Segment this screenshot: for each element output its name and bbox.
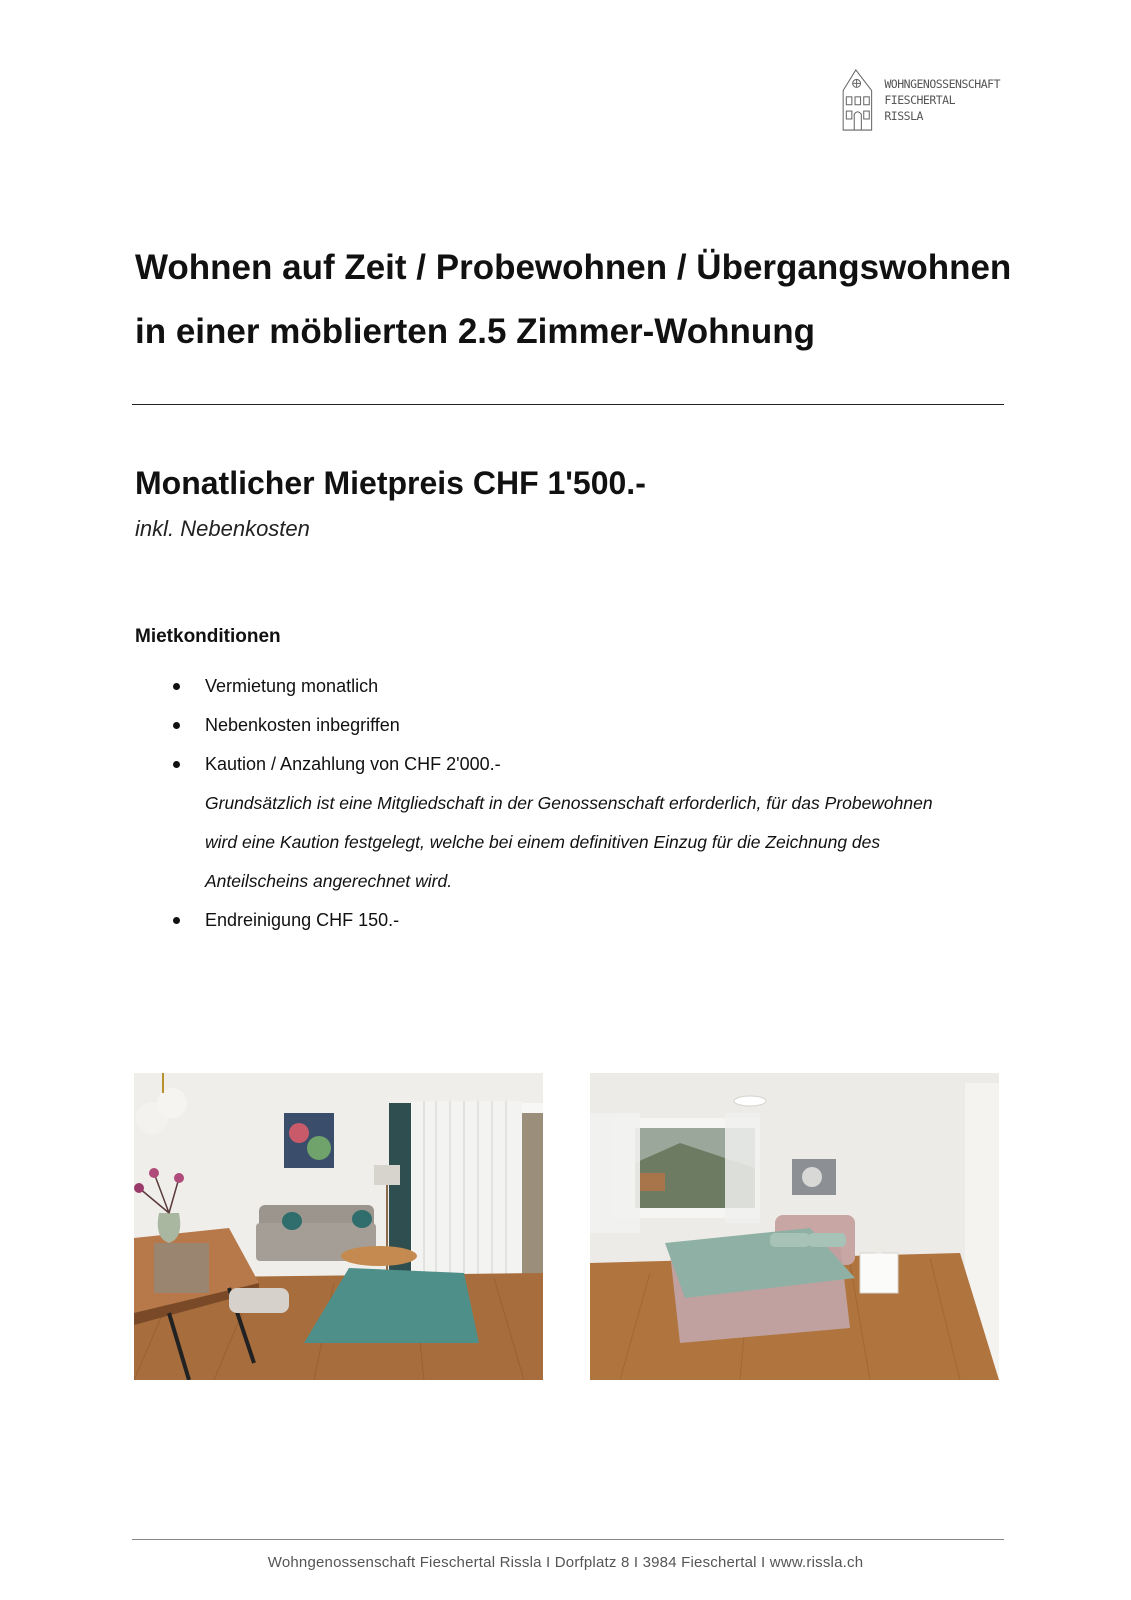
logo-wordmark [884,76,1000,124]
footer-divider [132,1539,1004,1540]
list-item [135,706,1015,745]
price-subtitle: inkl. Nebenkosten [135,516,310,541]
title-line-1: Wohnen auf Zeit / Probewohnen / Übergangswohnen [135,248,1012,287]
bullet-icon [173,683,180,690]
deposit-note-line: Anteilscheins angerechnet wird. [205,871,453,891]
footer-text: Wohngenossenschaft Fieschertal Rissla I Dorfplatz 8 I 3984 Fieschertal I www.rissla.ch [267,1554,864,1571]
price-heading: Monatlicher Mietpreis CHF 1'500.- [135,465,646,501]
conditions-list [135,667,1015,940]
condition-label: Kaution / Anzahlung von CHF 2'000.- [205,754,501,774]
condition-label: Endreinigung CHF 150.- [205,910,400,930]
logo-line: WOHNGENOSSENSCHAFT [884,77,1000,91]
bullet-icon [173,761,180,768]
logo-line: RISSLA [884,109,923,123]
living-room-photo [134,1073,543,1380]
brand-logo [840,58,1000,142]
conditions-heading: Mietkonditionen [135,626,281,647]
list-item [135,901,1015,940]
bullet-icon [173,917,180,924]
condition-label: Nebenkosten inbegriffen [205,715,400,735]
page-title [135,236,1015,364]
title-divider [132,404,1004,405]
house-icon [840,58,876,142]
bullet-icon [173,722,180,729]
list-item [135,745,1015,901]
logo-line: FIESCHERTAL [884,93,956,107]
bedroom-photo [590,1073,999,1380]
condition-label: Vermietung monatlich [205,676,379,696]
list-item [135,667,1015,706]
deposit-note-line: wird eine Kaution festgelegt, welche bei einem definitiven Einzug für die Zeichnung des [205,832,881,852]
title-line-2: in einer möblierten 2.5 Zimmer-Wohnung [135,312,815,351]
deposit-note-line: Grundsätzlich ist eine Mitgliedschaft in der Genossenschaft erforderlich, für das Probewohnen [205,793,933,813]
